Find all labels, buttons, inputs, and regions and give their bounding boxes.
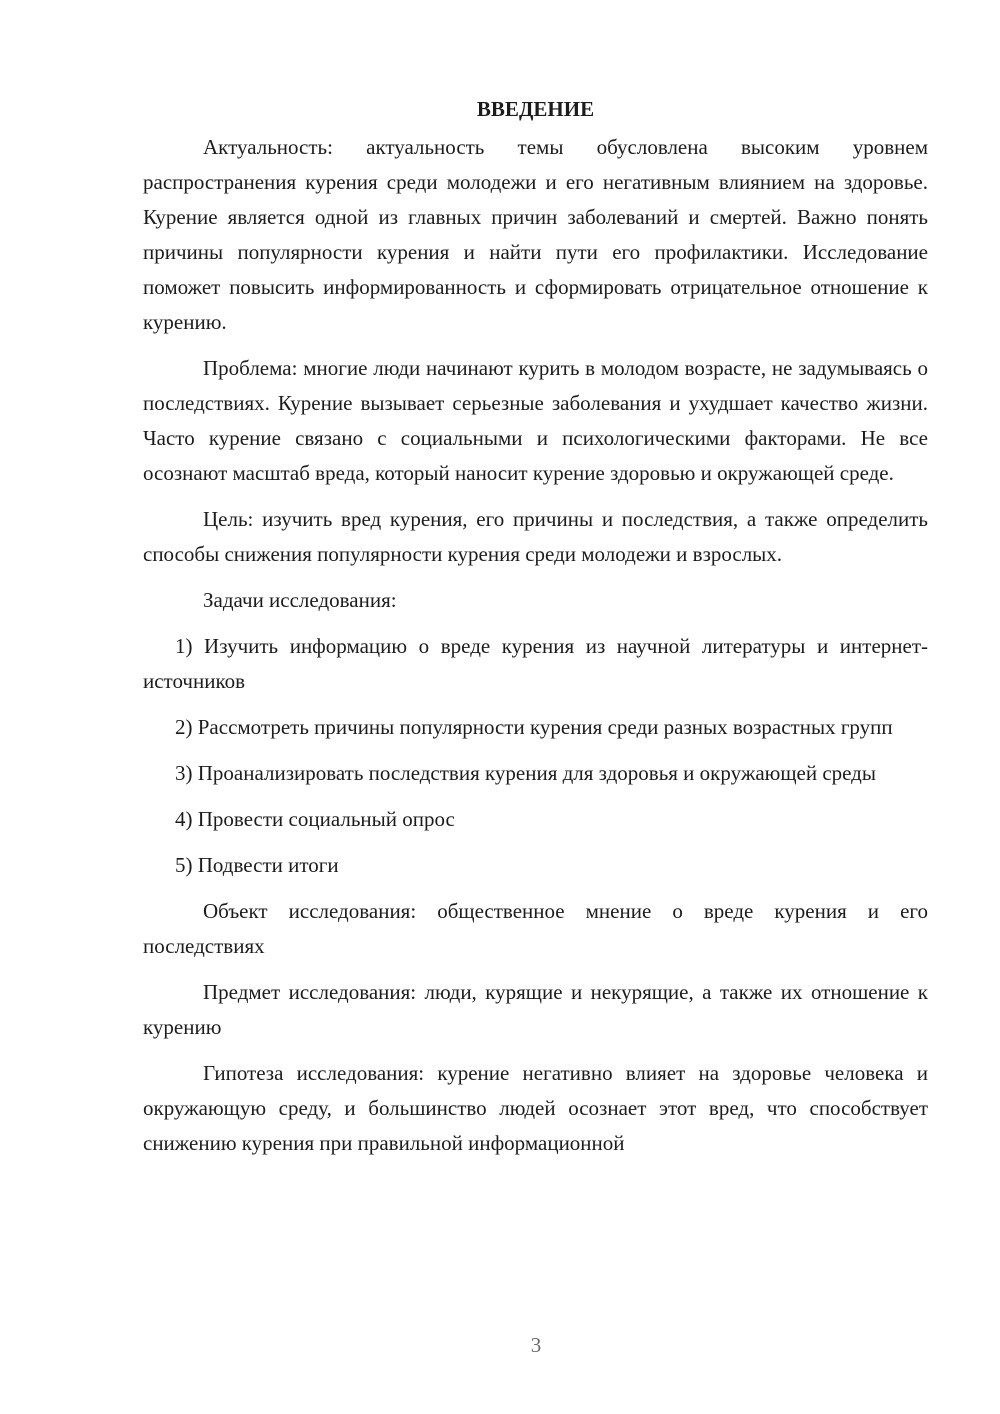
document-page bbox=[143, 94, 928, 1161]
paragraph-problem: Проблема: многие люди начинают курить в молодом возрасте, не задумываясь о последствиях. Курение вызывает серьезные заболевания и ухудшает качество жизни. Часто курение связано с социальными и психологическими факторами. Не все осознают масштаб вреда, который наносит курение здоровью и окружающей среде. bbox=[143, 356, 928, 485]
section-title: ВВЕДЕНИЕ bbox=[476, 97, 595, 121]
paragraph-subject: Предмет исследования: люди, курящие и некурящие, а также их отношение к курению bbox=[143, 980, 928, 1039]
paragraph-goal: Цель: изучить вред курения, его причины и последствия, а также определить способы снижения популярности курения среди молодежи и взрослых. bbox=[143, 507, 928, 566]
task-item-4: 4) Провести социальный опрос bbox=[175, 807, 455, 831]
task-item-5: 5) Подвести итоги bbox=[175, 853, 339, 877]
task-item-1: 1) Изучить информацию о вреде курения из научной литературы и интернет-источников bbox=[143, 634, 928, 693]
paragraph-hypothesis: Гипотеза исследования: курение негативно влияет на здоровье человека и окружающую среду, и большинство людей осознает этот вред, что способствует снижению курения при правильной информационной bbox=[143, 1061, 928, 1155]
paragraph-object: Объект исследования: общественное мнение о вреде курения и его последствиях bbox=[143, 899, 928, 958]
task-item-3: 3) Проанализировать последствия курения для здоровья и окружающей среды bbox=[175, 761, 876, 785]
paragraph-actuality: Актуальность: актуальность темы обусловлена высоким уровнем распространения курения среди молодежи и его негативным влиянием на здоровье. Курение является одной из главных причин заболеваний и смертей. Важно понять причины популярности курения и найти пути его профилактики. Исследование поможет повысить информированность и сформировать отрицательное отношение к курению. bbox=[143, 135, 928, 334]
page-number: 3 bbox=[530, 1333, 542, 1357]
task-item-2: 2) Рассмотреть причины популярности курения среди разных возрастных групп bbox=[175, 715, 893, 739]
tasks-heading: Задачи исследования: bbox=[203, 588, 397, 612]
